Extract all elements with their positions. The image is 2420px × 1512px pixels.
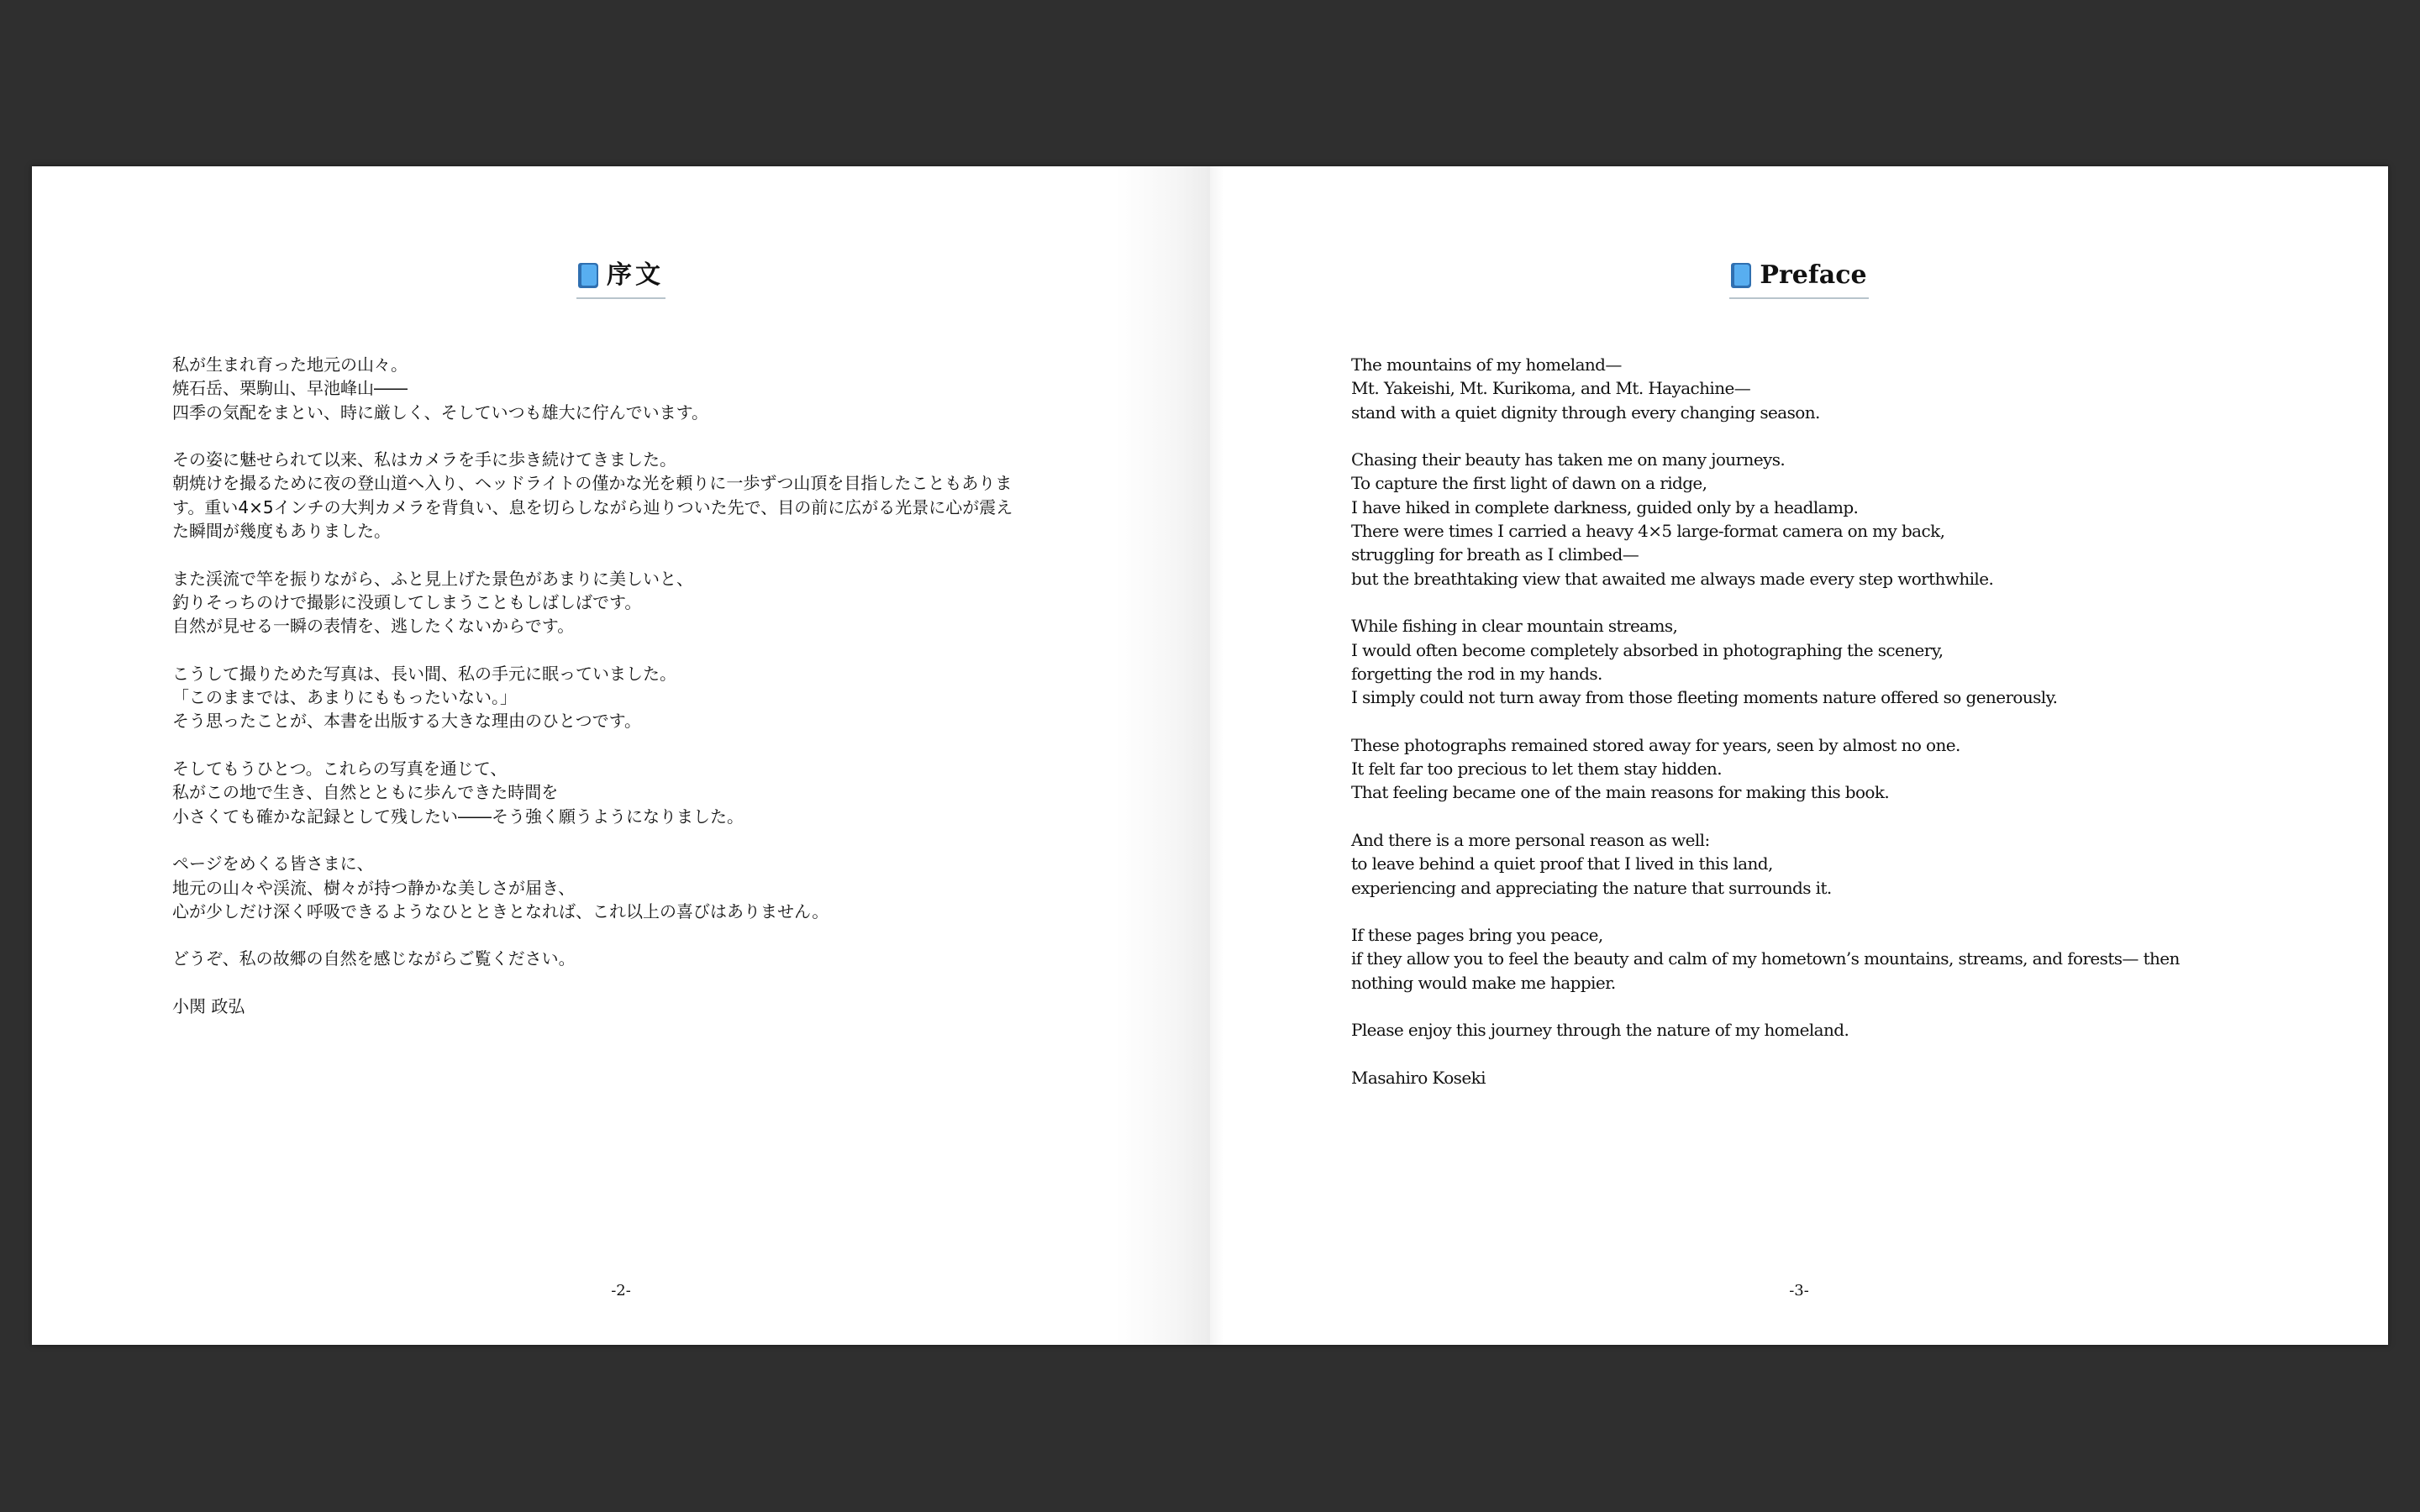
text-line: I have hiked in complete darkness, guided only by a headlamp. <box>1351 496 1859 517</box>
book-icon-face <box>581 265 597 286</box>
text-line: The mountains of my homeland— <box>1351 354 1622 375</box>
text-line: to leave behind a quiet proof that I lived in this land, <box>1351 853 1773 874</box>
paragraph <box>1351 614 2304 709</box>
text-line: I would often become completely absorbed in photographing the scenery, <box>1351 639 1944 660</box>
signature <box>172 995 1126 1018</box>
title-text: 序文 <box>607 260 664 290</box>
text-line: 地元の山々や渓流、樹々が持つ静かな美しさが届き、 <box>172 877 576 898</box>
paragraph <box>1351 353 2304 424</box>
text-line: 「このままでは、あまりにももったいない。」 <box>172 687 517 708</box>
text-line: 朝焼けを撮るために夜の登山道へ入り、ヘッドライトの僅かな光を頼りに一歩ずつ山頂を目指したこともありま <box>172 473 1013 494</box>
text-line: どうぞ、私の故郷の自然を感じながらご覧ください。 <box>172 948 576 969</box>
title-wrap <box>1210 259 2388 299</box>
paragraph <box>172 662 1126 733</box>
text-line: experiencing and appreciating the nature that surrounds it. <box>1351 877 1832 898</box>
text-line: 自然が見せる一瞬の表情を、逃したくないからです。 <box>172 616 575 637</box>
text-line: nothing would make me happier. <box>1351 972 1616 993</box>
text-line: if they allow you to feel the beauty and calm of my hometown’s mountains, streams, and forests— then <box>1351 948 2180 969</box>
title-text: Preface <box>1760 260 1867 290</box>
text-line: If these pages bring you peace, <box>1351 925 1603 946</box>
author-name-jp: 小関 政弘 <box>172 996 245 1017</box>
text-line: また渓流で竿を振りながら、ふと見上げた景色があまりに美しいと、 <box>172 568 693 589</box>
text-line: These photographs remained stored away for years, seen by almost no one. <box>1351 734 1960 755</box>
text-line: 小さくても確かな記録として残したい――そう強く願うようになりました。 <box>172 806 744 827</box>
book-icon <box>1731 263 1751 288</box>
paragraph <box>1351 828 2304 900</box>
text-line: struggling for breath as I climbed— <box>1351 544 1639 565</box>
page-title-jp <box>576 259 666 299</box>
text-line: 心が少しだけ深く呼吸できるようなひとときとなれば、これ以上の喜びはありません。 <box>172 900 829 921</box>
text-line: 私がこの地で生き、自然とともに歩んできた時間を <box>172 782 559 803</box>
paragraph <box>172 757 1126 828</box>
page-right[interactable] <box>1210 166 2388 1345</box>
book-icon <box>578 263 598 288</box>
paragraph <box>172 353 1126 424</box>
paragraph <box>1351 733 2304 805</box>
text-line: そしてもうひとつ。これらの写真を通じて、 <box>172 759 508 780</box>
text-line: そう思ったことが、本書を出版する大きな理由のひとつです。 <box>172 711 641 732</box>
text-line: It felt far too precious to let them stay hidden. <box>1351 759 1722 780</box>
text-line: There were times I carried a heavy 4×5 large-format camera on my back, <box>1351 521 1945 542</box>
paragraph <box>172 567 1126 638</box>
paragraph <box>172 852 1126 923</box>
author-name-en: Masahiro Koseki <box>1351 1067 1486 1088</box>
page-title-en <box>1729 259 1868 299</box>
paragraph <box>1351 923 2304 995</box>
text-line: Please enjoy this journey through the nature of my homeland. <box>1351 1020 1849 1041</box>
paragraph <box>1351 448 2304 591</box>
page-spread <box>32 166 2388 1345</box>
text-line: Chasing their beauty has taken me on many journeys. <box>1351 449 1786 470</box>
book-icon-face <box>1734 265 1749 286</box>
text-line: stand with a quiet dignity through every changing season. <box>1351 402 1820 423</box>
signature <box>1351 1066 2304 1089</box>
text-line: す。重い4×5インチの大判カメラを背負い、息を切らしながら辿りついた先で、目の前に広がる光景に心が震え <box>172 496 1013 517</box>
title-wrap <box>32 259 1210 299</box>
text-line: 四季の気配をまとい、時に厳しく、そしていつも雄大に佇んでいます。 <box>172 402 708 423</box>
paragraph <box>172 448 1126 543</box>
page-number: -3- <box>1789 1282 1809 1299</box>
text-line: 私が生まれ育った地元の山々。 <box>172 354 408 375</box>
text-line: Mt. Yakeishi, Mt. Kurikoma, and Mt. Hayachine— <box>1351 378 1751 399</box>
text-line: その姿に魅せられて以来、私はカメラを手に歩き続けてきました。 <box>172 449 676 470</box>
text-line: 焼石岳、栗駒山、早池峰山―― <box>172 378 408 399</box>
text-line: While fishing in clear mountain streams, <box>1351 616 1678 637</box>
text-line: To capture the first light of dawn on a ridge, <box>1351 473 1707 494</box>
text-line: That feeling became one of the main reasons for making this book. <box>1351 782 1890 803</box>
text-line: ページをめくる皆さまに、 <box>172 853 374 874</box>
page-number: -2- <box>611 1282 631 1299</box>
text-line: た瞬間が幾度もありました。 <box>172 521 391 542</box>
page-left[interactable] <box>32 166 1210 1345</box>
paragraph <box>172 947 1126 970</box>
paragraph <box>1351 1018 2304 1042</box>
text-line: 釣りそっちのけで撮影に没頭してしまうこともしばしばです。 <box>172 591 642 612</box>
preface-body-jp <box>172 353 1126 1042</box>
text-line: And there is a more personal reason as well: <box>1351 829 1710 850</box>
text-line: forgetting the rod in my hands. <box>1351 663 1602 684</box>
text-line: I simply could not turn away from those fleeting moments nature offered so generously. <box>1351 687 2058 708</box>
preface-body-en <box>1351 353 2304 1114</box>
text-line: but the breathtaking view that awaited me always made every step worthwhile. <box>1351 568 1994 589</box>
text-line: こうして撮りためた写真は、長い間、私の手元に眠っていました。 <box>172 663 676 684</box>
